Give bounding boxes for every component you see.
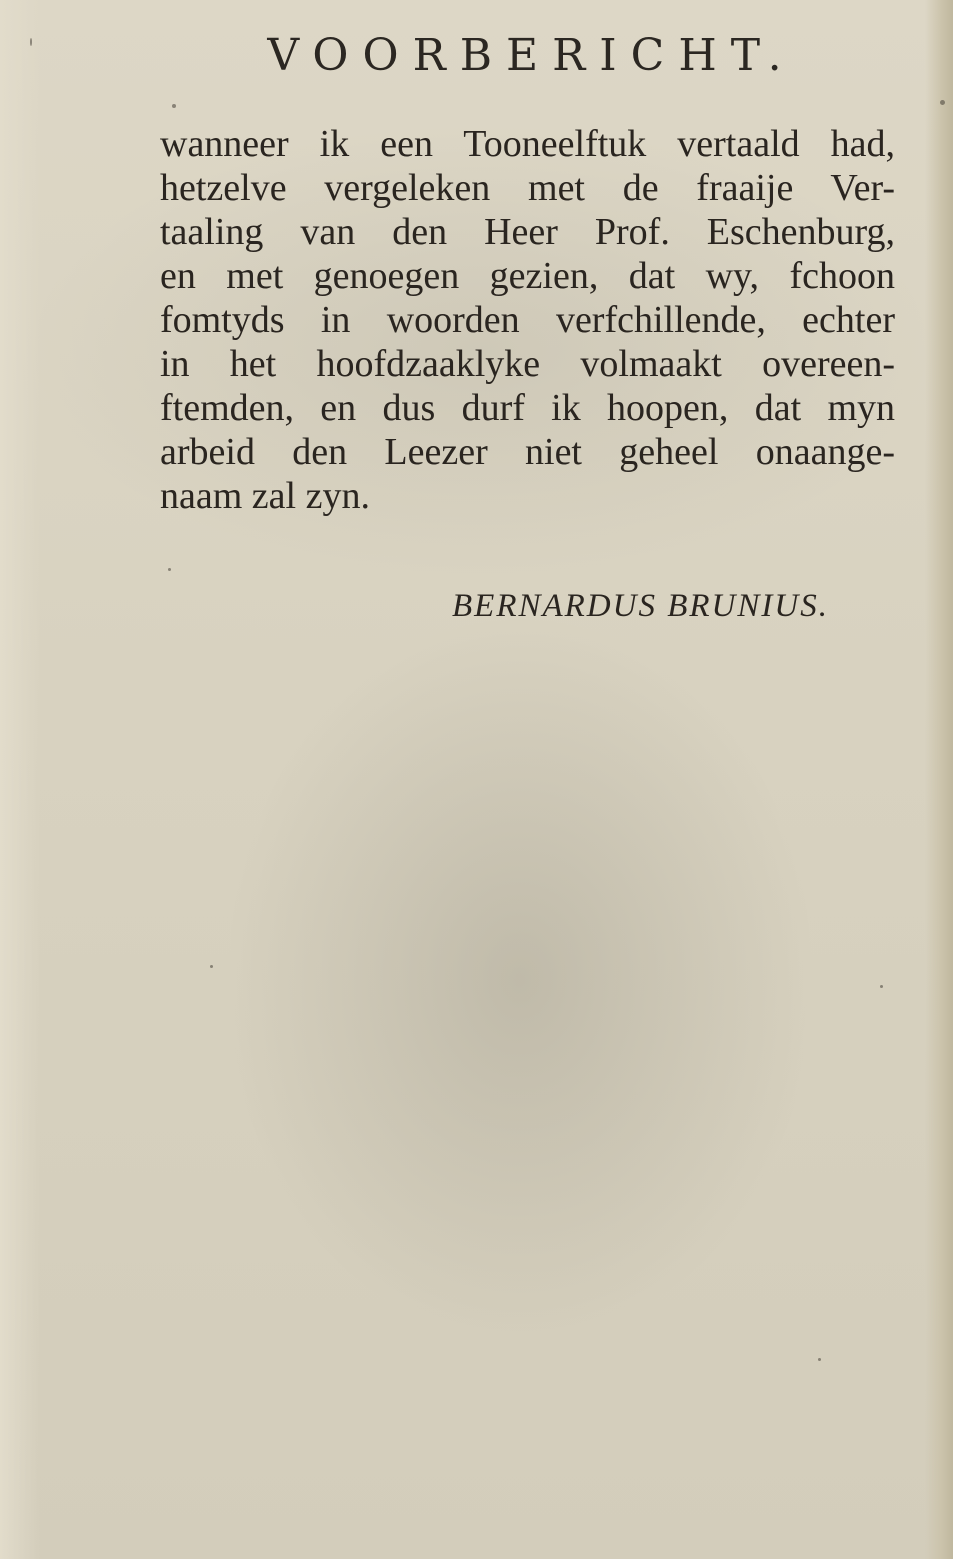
text-line: in het hoofdzaaklyke volmaakt overeen- [160,343,895,385]
text-line: ftemden, en dus durf ik hoopen, dat myn [160,387,895,429]
author-signature: BERNARDUS BRUNIUS. [452,588,829,624]
ink-speck [880,985,883,988]
text-line: wanneer ik een Tooneelftuk vertaald had, [160,123,895,165]
page-left-edge [0,0,40,1559]
ink-speck [172,104,176,108]
text-line: hetzelve vergeleken met de fraaije Ver- [160,167,895,209]
ink-speck [30,38,32,46]
page-right-edge [925,0,953,1559]
text-line: fomtyds in woorden verfchillende, echter [160,299,895,341]
preface-text [160,122,895,518]
text-line: en met genoegen gezien, dat wy, fchoon [160,255,895,297]
ink-speck [940,100,945,105]
ink-speck [210,965,213,968]
text-line: naam zal zyn. [160,475,370,517]
ink-speck [168,568,171,571]
running-header: VOORBERICHT. [267,30,796,81]
text-line: taaling van den Heer Prof. Eschenburg, [160,211,895,253]
text-line: arbeid den Leezer niet geheel onaange- [160,431,895,473]
ink-speck [818,1358,821,1361]
